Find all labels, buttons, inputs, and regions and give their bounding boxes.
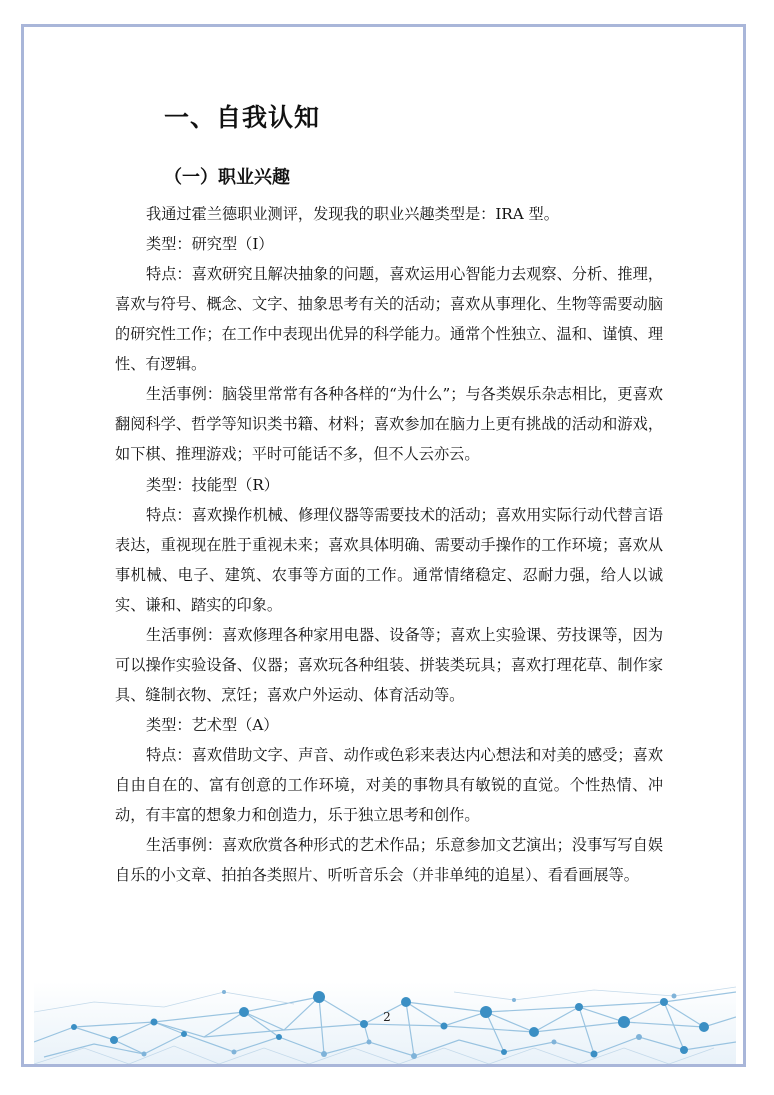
page-number: 2 <box>383 1010 391 1024</box>
paragraph: 我通过霍兰德职业测评，发现我的职业兴趣类型是：IRA 型。 <box>146 205 559 223</box>
paragraph: 生活事例：脑袋里常常有各种各样的“为什么”；与各类娱乐杂志相比，更喜欢翻阅科学、哲学等知识类书籍、材料；喜欢参加在脑力上更有挑战的活动和游戏，如下棋、推理游戏；平时可能话不多，但不人云亦云。 <box>115 385 663 463</box>
paragraph: 类型：艺术型（A） <box>146 716 279 734</box>
section-heading: 一、自我认知 <box>164 103 321 132</box>
paragraph: 特点：喜欢操作机械、修理仪器等需要技术的活动；喜欢用实际行动代替言语表达，重视现在胜于重视未来；喜欢具体明确、需要动手操作的工作环境；喜欢从事机械、电子、建筑、农事等方面的工作。通常情绪稳定、忍耐力强，给人以诚实、谦和、踏实的印象。 <box>115 506 663 614</box>
paragraph: 特点：喜欢借助文字、声音、动作或色彩来表达内心想法和对美的感受；喜欢自由自在的、富有创意的工作环境，对美的事物具有敏锐的直觉。个性热情、冲动，有丰富的想象力和创造力，乐于独立思考和创作。 <box>115 746 663 824</box>
paragraph: 类型：技能型（R） <box>146 476 279 494</box>
paragraph: 生活事例：喜欢修理各种家用电器、设备等；喜欢上实验课、劳技课等，因为可以操作实验设备、仪器；喜欢玩各种组装、拼装类玩具；喜欢打理花草、制作家具、缝制衣物、烹饪；喜欢户外运动、体育活动等。 <box>115 626 663 704</box>
paragraph: 生活事例：喜欢欣赏各种形式的艺术作品；乐意参加文艺演出；没事写写自娱自乐的小文章、拍拍各类照片、听听音乐会（并非单纯的追星）、看看画展等。 <box>115 836 663 884</box>
subsection-heading: （一）职业兴趣 <box>164 167 290 188</box>
paragraph: 类型：研究型（I） <box>146 235 274 253</box>
paragraph: 特点：喜欢研究且解决抽象的问题，喜欢运用心智能力去观察、分析、推理，喜欢与符号、概念、文字、抽象思考有关的活动；喜欢从事理化、生物等需要动脑的研究性工作；在工作中表现出优异的科学能力。通常个性独立、温和、谨慎、理性、有逻辑。 <box>115 265 663 373</box>
